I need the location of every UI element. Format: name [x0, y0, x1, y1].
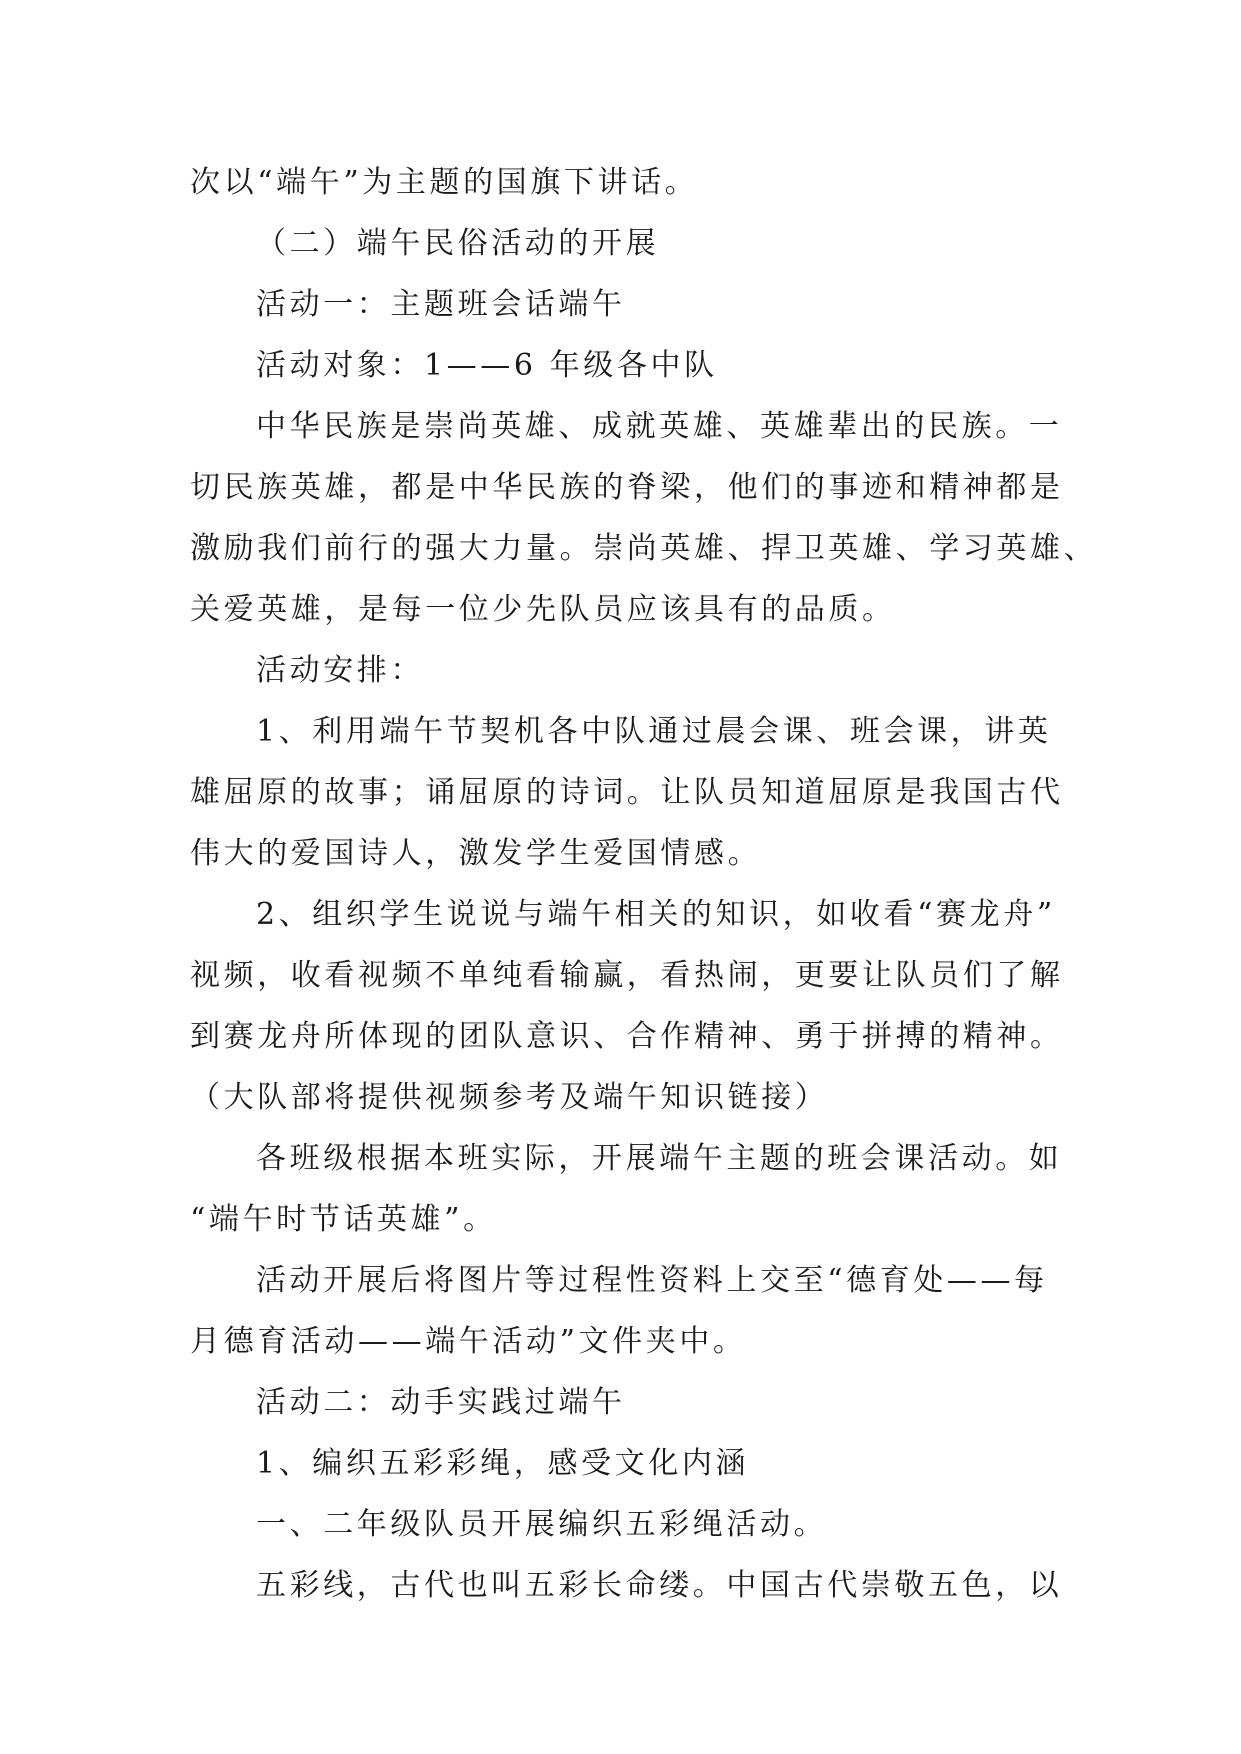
body-text [190, 152, 1098, 1616]
paragraph-line: 一、二年级队员开展编织五彩绳活动。 [256, 1507, 828, 1542]
paragraph-line: 切民族英雄，都是中华民族的脊梁，他们的事迹和精神都是 [190, 470, 1064, 505]
paragraph-line: 活动开展后将图片等过程性资料上交至“德育处——每 [256, 1263, 1048, 1298]
paragraph-line: “端午时节话英雄”。 [190, 1202, 497, 1237]
list-item-line: 2、组织学生说说与端午相关的知识，如收看“赛龙舟” [256, 897, 1056, 932]
paragraph-line: 各班级根据本班实际，开展端午主题的班会课活动。如 [256, 1141, 1063, 1176]
list-item-line: 1、利用端午节契机各中队通过晨会课、班会课，讲英 [256, 714, 1052, 749]
paragraph-line: 视频，收看视频不单纯看输赢，看热闹，更要让队员们了解 [190, 958, 1064, 993]
paragraph-line: 关爱英雄，是每一位少先队员应该具有的品质。 [190, 592, 896, 627]
list-item-line: 1、编织五彩彩绳，感受文化内涵 [256, 1446, 750, 1481]
paragraph-line: 中华民族是崇尚英雄、成就英雄、英雄辈出的民族。一 [256, 409, 1063, 444]
paragraph-line: 次以“端午”为主题的国旗下讲话。 [190, 165, 699, 200]
paragraph-line: （大队部将提供视频参考及端午知识链接） [190, 1080, 829, 1115]
activity-target: 活动对象：1——6 年级各中队 [256, 348, 718, 383]
paragraph-line: 伟大的爱国诗人，激发学生爱国情感。 [190, 836, 762, 871]
paragraph-line: 五彩线，古代也叫五彩长命缕。中国古代崇敬五色，以 [256, 1568, 1063, 1603]
paragraph-line: 激励我们前行的强大力量。崇尚英雄、捍卫英雄、学习英雄、 [190, 531, 1098, 566]
paragraph-line: 月德育活动——端午活动”文件夹中。 [190, 1324, 747, 1359]
paragraph-line: 雄屈原的故事；诵屈原的诗词。让队员知道屈原是我国古代 [190, 775, 1064, 810]
activity-title: 活动二：动手实践过端午 [256, 1385, 626, 1420]
paragraph-line: 到赛龙舟所体现的团队意识、合作精神、勇于拼搏的精神。 [190, 1019, 1064, 1054]
activity-title: 活动一：主题班会话端午 [256, 287, 626, 322]
arrangement-heading: 活动安排： [256, 653, 424, 688]
section-heading: （二）端午民俗活动的开展 [256, 226, 660, 261]
